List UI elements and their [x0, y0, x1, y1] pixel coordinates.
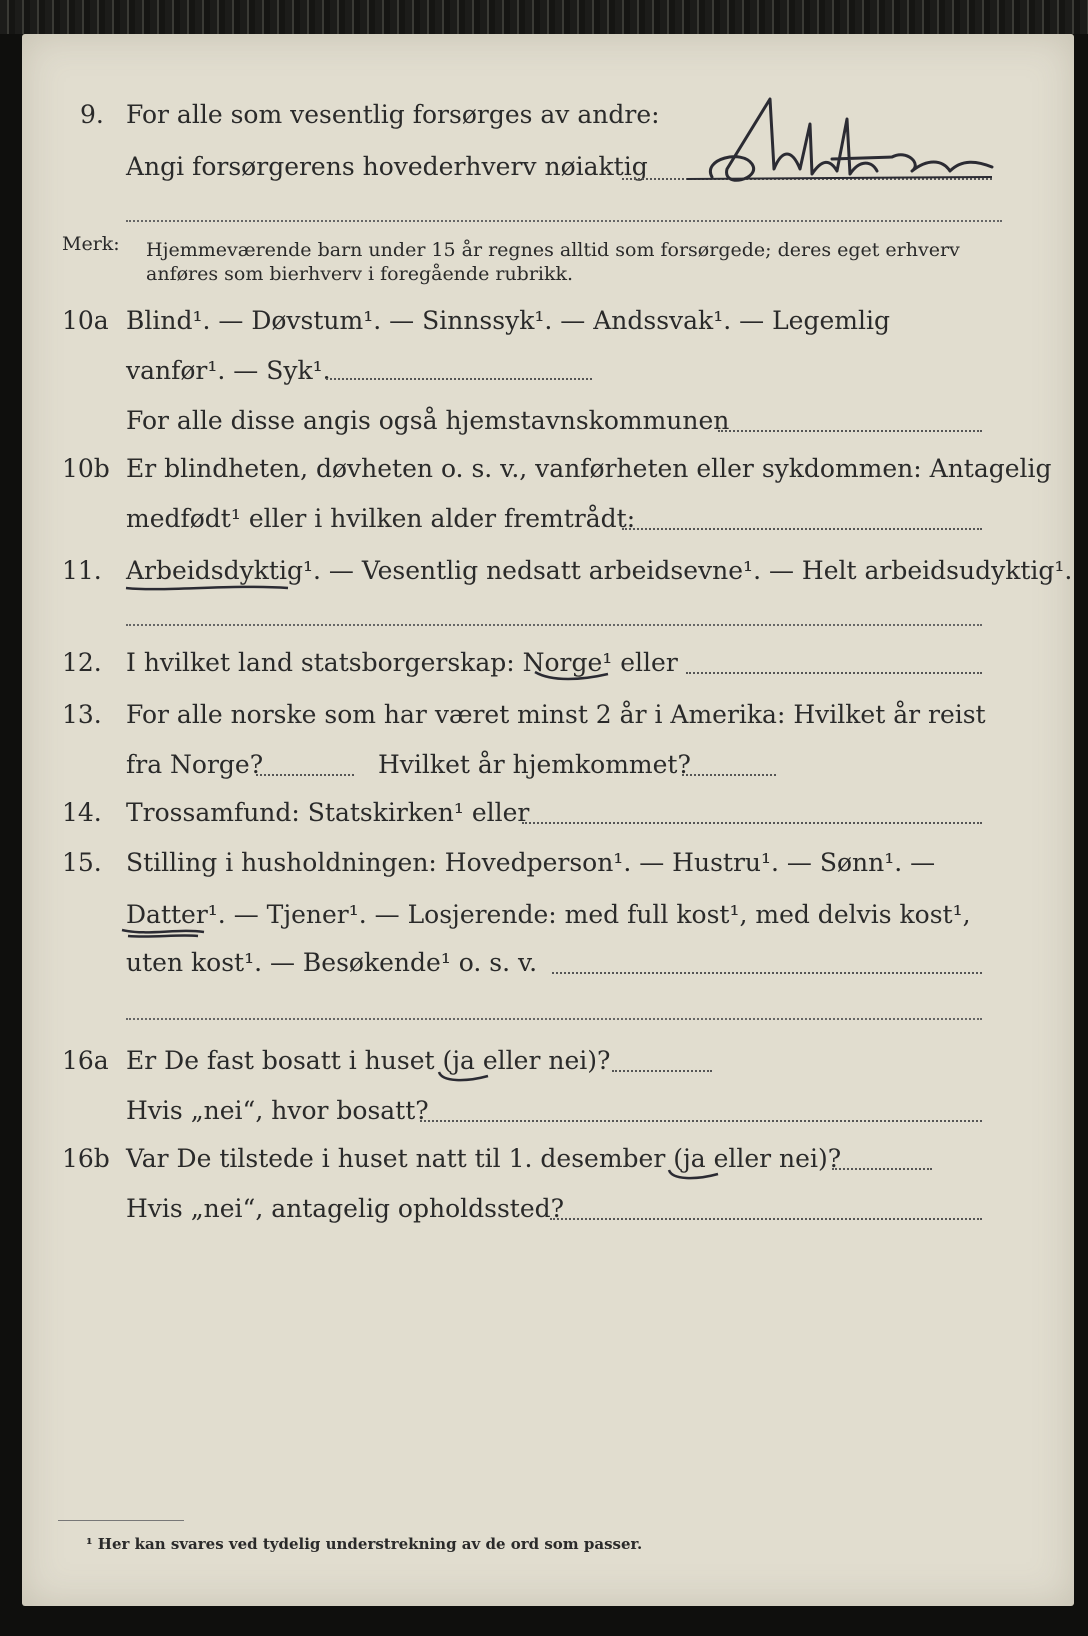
q15-answer-line [552, 972, 982, 974]
q10b-line1: Er blindheten, døvheten o. s. v., vanførheten eller sykdommen: Antagelig [126, 454, 1052, 483]
q13-number: 13. [62, 700, 102, 729]
q10b-number: 10b [62, 454, 110, 483]
q16b-line2: Hvis „nei“, antagelig opholdssted? [126, 1194, 565, 1223]
q16a-answer-line [612, 1070, 712, 1072]
merk-line1: Hjemmeværende barn under 15 år regnes alltid som forsørgede; deres eget erhverv [146, 239, 960, 261]
q15-line3: uten kost¹. — Besøkende¹ o. s. v. [126, 948, 538, 977]
q16b-number: 16b [62, 1144, 110, 1173]
q11-line1: Arbeidsdyktig¹. — Vesentlig nedsatt arbeidsevne¹. — Helt arbeidsudyktig¹. [126, 556, 1073, 585]
q12-number: 12. [62, 648, 102, 677]
q9-extra-line [126, 220, 1002, 222]
footnote: ¹ Her kan svares ved tydelig understrekning av de ord som passer. [86, 1535, 643, 1553]
census-form-page [22, 34, 1074, 1606]
q12-line1: I hvilket land statsborgerskap: Norge¹ eller [126, 648, 678, 677]
q14-number: 14. [62, 798, 102, 827]
merk-line2: anføres som bierhverv i foregående rubrikk. [146, 263, 574, 285]
q10a-number: 10a [62, 306, 109, 335]
q16a-line1: Er De fast bosatt i huset (ja eller nei)? [126, 1046, 611, 1075]
q9-handwritten-answer [682, 89, 1002, 199]
q10b-answer-line [622, 528, 982, 530]
q13-line1: For alle norske som har været minst 2 år i Amerika: Hvilket år reist [126, 700, 986, 729]
q9-line2: Angi forsørgerens hovederhverv nøiaktig [126, 152, 648, 181]
q13-departure-line [256, 774, 354, 776]
q10a-line2: vanfør¹. — Syk¹. [126, 356, 331, 385]
q11-underline-mark [122, 580, 292, 594]
q10a-hometown-line [718, 430, 982, 432]
q14-answer-line [522, 822, 982, 824]
q12-answer-line [686, 672, 982, 674]
q15-number: 15. [62, 848, 102, 877]
q15-underline-mark [118, 924, 208, 940]
q10a-line1: Blind¹. — Døvstum¹. — Sinnssyk¹. — Andssvak¹. — Legemlig [126, 306, 890, 335]
merk-label: Merk: [62, 233, 120, 255]
q16a-underline-mark [436, 1068, 492, 1084]
q15-line2: Datter¹. — Tjener¹. — Losjerende: med full kost¹, med delvis kost¹, [126, 900, 971, 929]
q10a-line3: For alle disse angis også hjemstavnskommunen [126, 406, 730, 435]
q16b-line1: Var De tilstede i huset natt til 1. desember (ja eller nei)? [126, 1144, 842, 1173]
q9-line1: For alle som vesentlig forsørges av andre: [126, 100, 660, 129]
q11-extra-line [126, 624, 982, 626]
q11-number: 11. [62, 556, 102, 585]
q10b-line2: medfødt¹ eller i hvilken alder fremtrådt: [126, 504, 636, 533]
q13-line2a: fra Norge? [126, 750, 264, 779]
q16a-line2: Hvis „nei“, hvor bosatt? [126, 1096, 429, 1125]
q15-line1: Stilling i husholdningen: Hovedperson¹. — Hustru¹. — Sønn¹. — [126, 848, 936, 877]
q16b-location-line [550, 1218, 982, 1220]
q16b-underline-mark [666, 1166, 722, 1182]
q16a-number: 16a [62, 1046, 109, 1075]
q16a-residence-line [420, 1120, 982, 1122]
q13-line2b: Hvilket år hjemkommet? [378, 750, 691, 779]
q13-return-line [682, 774, 776, 776]
scan-border [0, 0, 1088, 34]
q9-number: 9. [80, 100, 104, 129]
q12-underline-mark [532, 668, 612, 682]
q16b-answer-line [832, 1168, 932, 1170]
q10a-answer-line [326, 378, 592, 380]
q15-extra-line [126, 1018, 982, 1020]
footnote-rule [58, 1520, 184, 1521]
q14-line1: Trossamfund: Statskirken¹ eller [126, 798, 530, 827]
